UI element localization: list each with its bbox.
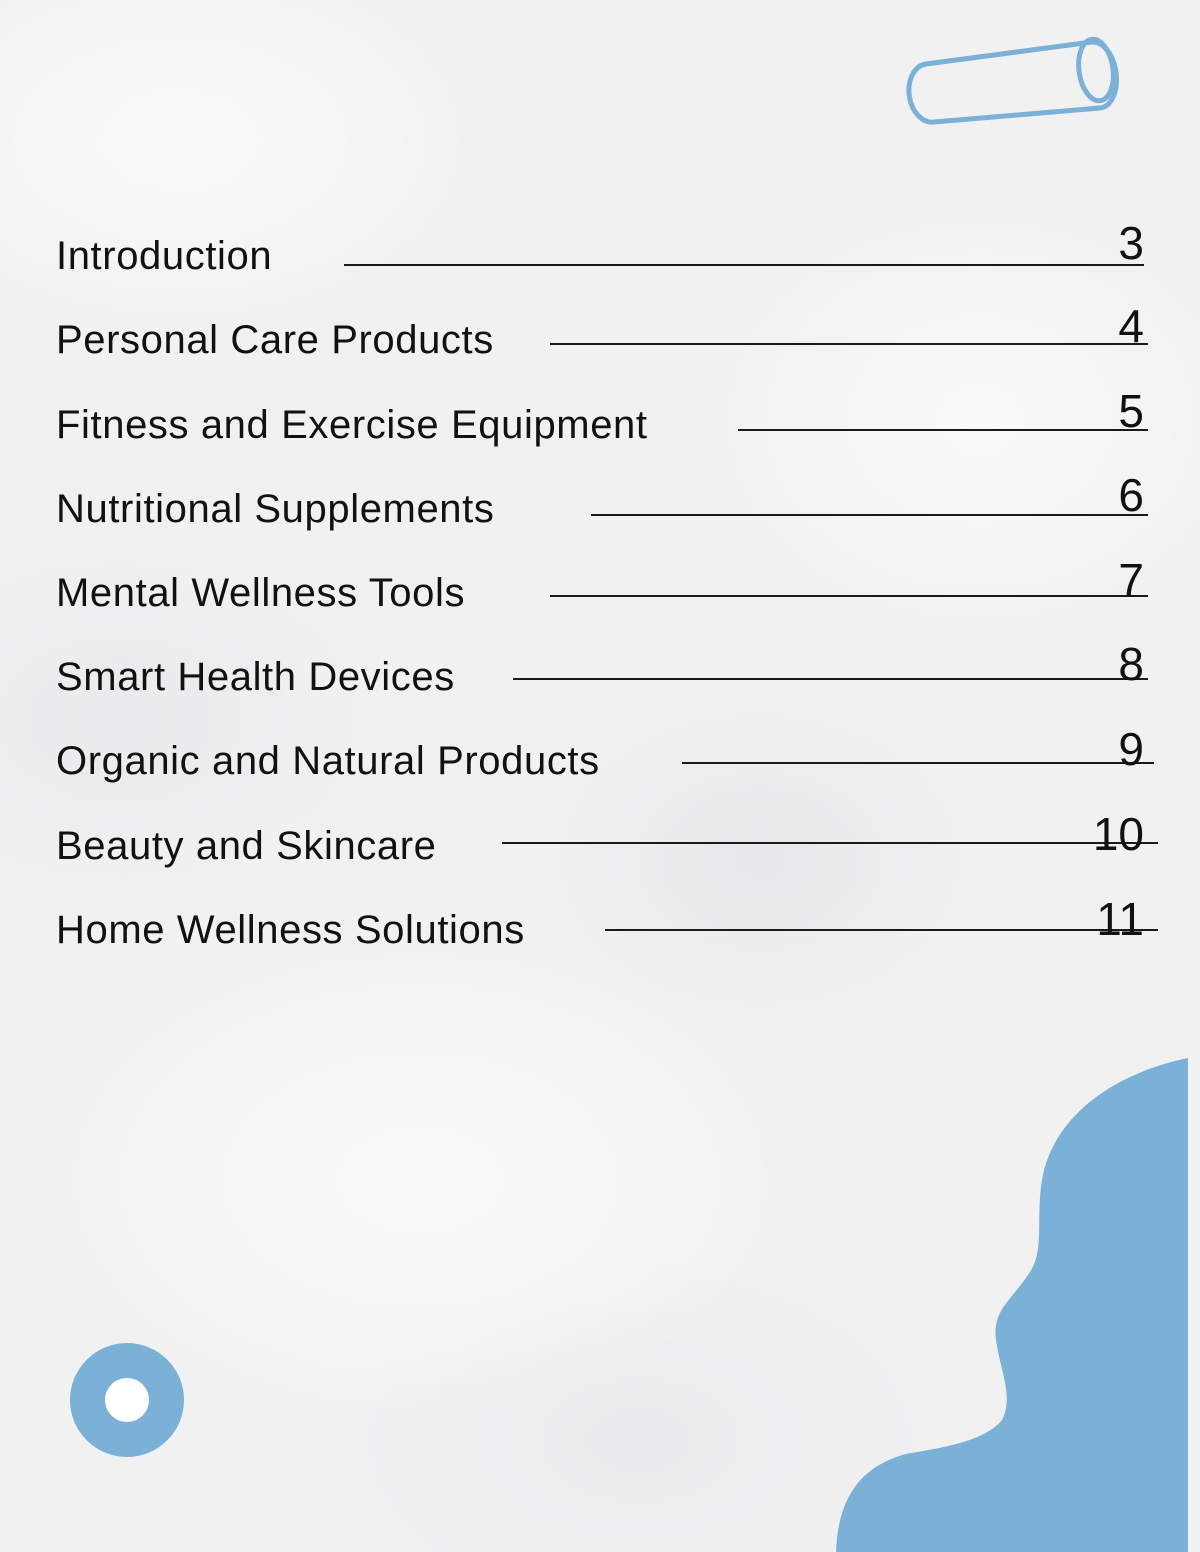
toc-page-number: 7 (1118, 554, 1144, 606)
toc-entry-title: Introduction (56, 234, 273, 278)
toc-entry-beauty-skincare[interactable] (56, 806, 1156, 866)
toc-entry-smart-health-devices[interactable] (56, 637, 1156, 697)
toc-page-number: 10 (1092, 808, 1144, 860)
toc-entry-title: Fitness and Exercise Equipment (56, 403, 648, 447)
toc-leader-line (738, 429, 1148, 431)
toc-page-number: 9 (1118, 723, 1144, 775)
toc-entry-introduction[interactable] (56, 216, 1156, 276)
toc-leader-line (605, 929, 1158, 931)
toc-page-number: 4 (1118, 300, 1144, 352)
toc-entry-nutritional-supplements[interactable] (56, 469, 1156, 529)
toc-leader-line (550, 595, 1148, 597)
toc-entry-title: Nutritional Supplements (56, 487, 495, 531)
toc-entry-title: Beauty and Skincare (56, 824, 437, 868)
toc-page-number: 8 (1118, 638, 1144, 690)
toc-leader-line (344, 264, 1144, 266)
toc-entry-fitness-equipment[interactable] (56, 385, 1156, 445)
toc-entry-title: Personal Care Products (56, 318, 494, 362)
toc-leader-line (513, 678, 1148, 680)
toc-page-number: 5 (1118, 385, 1144, 437)
toc-entry-organic-natural[interactable] (56, 721, 1156, 781)
toc-page-number: 6 (1118, 469, 1144, 521)
toc-leader-line (502, 842, 1158, 844)
toc-entry-home-wellness[interactable] (56, 890, 1156, 950)
toc-entry-title: Mental Wellness Tools (56, 571, 466, 615)
toc-entry-title: Home Wellness Solutions (56, 908, 525, 952)
toc-entry-mental-wellness[interactable] (56, 553, 1156, 613)
toc-leader-line (550, 343, 1148, 345)
toc-page-number: 11 (1096, 893, 1144, 945)
toc-entry-title: Smart Health Devices (56, 655, 455, 699)
toc-leader-line (591, 514, 1148, 516)
toc-entry-personal-care[interactable] (56, 300, 1156, 360)
toc-leader-line (682, 762, 1154, 764)
toc-entry-title: Organic and Natural Products (56, 739, 600, 783)
toc-page-number: 3 (1118, 217, 1144, 269)
